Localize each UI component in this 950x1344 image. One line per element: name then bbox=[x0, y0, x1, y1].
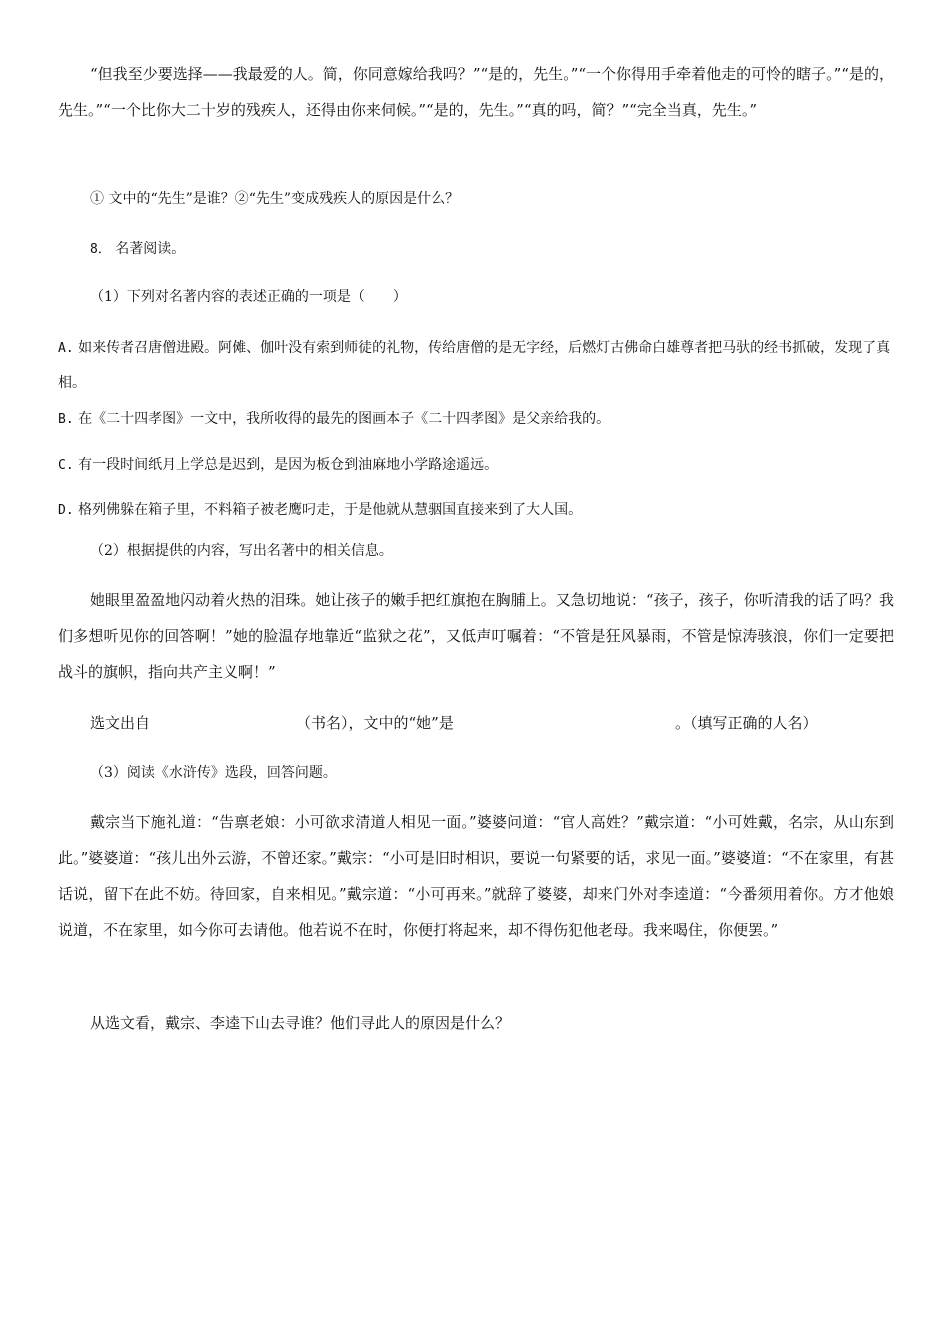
option-label: A. bbox=[58, 341, 74, 356]
option-label: D. bbox=[58, 503, 74, 518]
option-text: 格列佛躲在箱子里，不料箱子被老鹰叼走，于是他就从慧骃国直接来到了大人国。 bbox=[78, 502, 583, 518]
option-c bbox=[58, 448, 894, 483]
option-text: 有一段时间纸月上学总是迟到，是因为板仓到油麻地小学路途遥远。 bbox=[78, 457, 499, 473]
fill-prefix: 选文出自 bbox=[90, 714, 151, 732]
fill-middle: （书名），文中的“她”是 bbox=[296, 714, 454, 732]
part-3-stem: （3）阅读《水浒传》选段，回答问题。 bbox=[90, 765, 337, 781]
part-2-stem: （2）根据提供的内容，写出名著中的相关信息。 bbox=[90, 543, 393, 559]
question-number: 8． bbox=[90, 242, 111, 257]
question-8-heading bbox=[90, 237, 185, 262]
option-a bbox=[58, 331, 894, 401]
option-d bbox=[58, 493, 894, 528]
option-label: C. bbox=[58, 458, 74, 473]
part-3-question: 从选文看，戴宗、李逵下山去寻谁？他们寻此人的原因是什么？ bbox=[90, 1014, 511, 1032]
passage-water-margin: 戴宗当下施礼道：“告禀老娘：小可欲求清道人相见一面。”婆婆问道：“官人高姓？”戴宗道：“小可姓戴，名宗，从山东到此。”婆婆道：“孩儿出外云游，不曾还家。”戴宗：“小可是旧时相识，要说一句紧要的话，求见一面。”婆婆道：“不在家里，有甚话说，留下在此不妨。待回家，自来相见。”戴宗道：“小可再来。”就辞了婆婆，却来门外对李逵道：“今番须用着你。方才他娘说道，不在家里，如今你可去请他。他若说不在时，你便打将起来，却不得伤犯他老母。我来喝住，你便罢。” bbox=[58, 813, 894, 939]
option-text: 如来传者召唐僧进殿。阿傩、伽叶没有索到师徒的礼物，传给唐僧的是无字经，后燃灯古佛命白雄尊者把马驮的经书抓破，发现了真相。 bbox=[58, 340, 891, 391]
passage-red-crag: 她眼里盈盈地闪动着火热的泪珠。她让孩子的嫩手把红旗抱在胸脯上。又急切地说：“孩子，孩子，你听清我的话了吗？我们多想听见你的回答啊！”她的脸温存地靠近“监狱之花”，又低声叮嘱着：“不管是狂风暴雨，不管是惊涛骇浪，你们一定要把战斗的旗帜，指向共产主义啊！” bbox=[58, 591, 894, 681]
part-1-stem: （1）下列对名著内容的表述正确的一项是（ ） bbox=[90, 289, 407, 305]
fill-suffix: 。（填写正确的人名） bbox=[675, 714, 818, 732]
option-b bbox=[58, 402, 894, 437]
option-text: 在《二十四孝图》一文中，我所收得的最先的图画本子《二十四孝图》是父亲给我的。 bbox=[78, 411, 611, 427]
passage-jane-eyre: “但我至少要选择——我最爱的人。简，你同意嫁给我吗？”“是的，先生。”“一个你得用手牵着他走的可怜的瞎子。”“是的，先生。”“一个比你大二十岁的残疾人，还得由你来伺候。”“是的，先生。”“真的吗，简？”“完全当真，先生。” bbox=[58, 65, 894, 119]
option-label: B. bbox=[58, 412, 74, 427]
question-7-text: ① 文中的“先生”是谁？②“先生”变成残疾人的原因是什么？ bbox=[90, 191, 460, 207]
question-title: 名著阅读。 bbox=[115, 241, 186, 257]
